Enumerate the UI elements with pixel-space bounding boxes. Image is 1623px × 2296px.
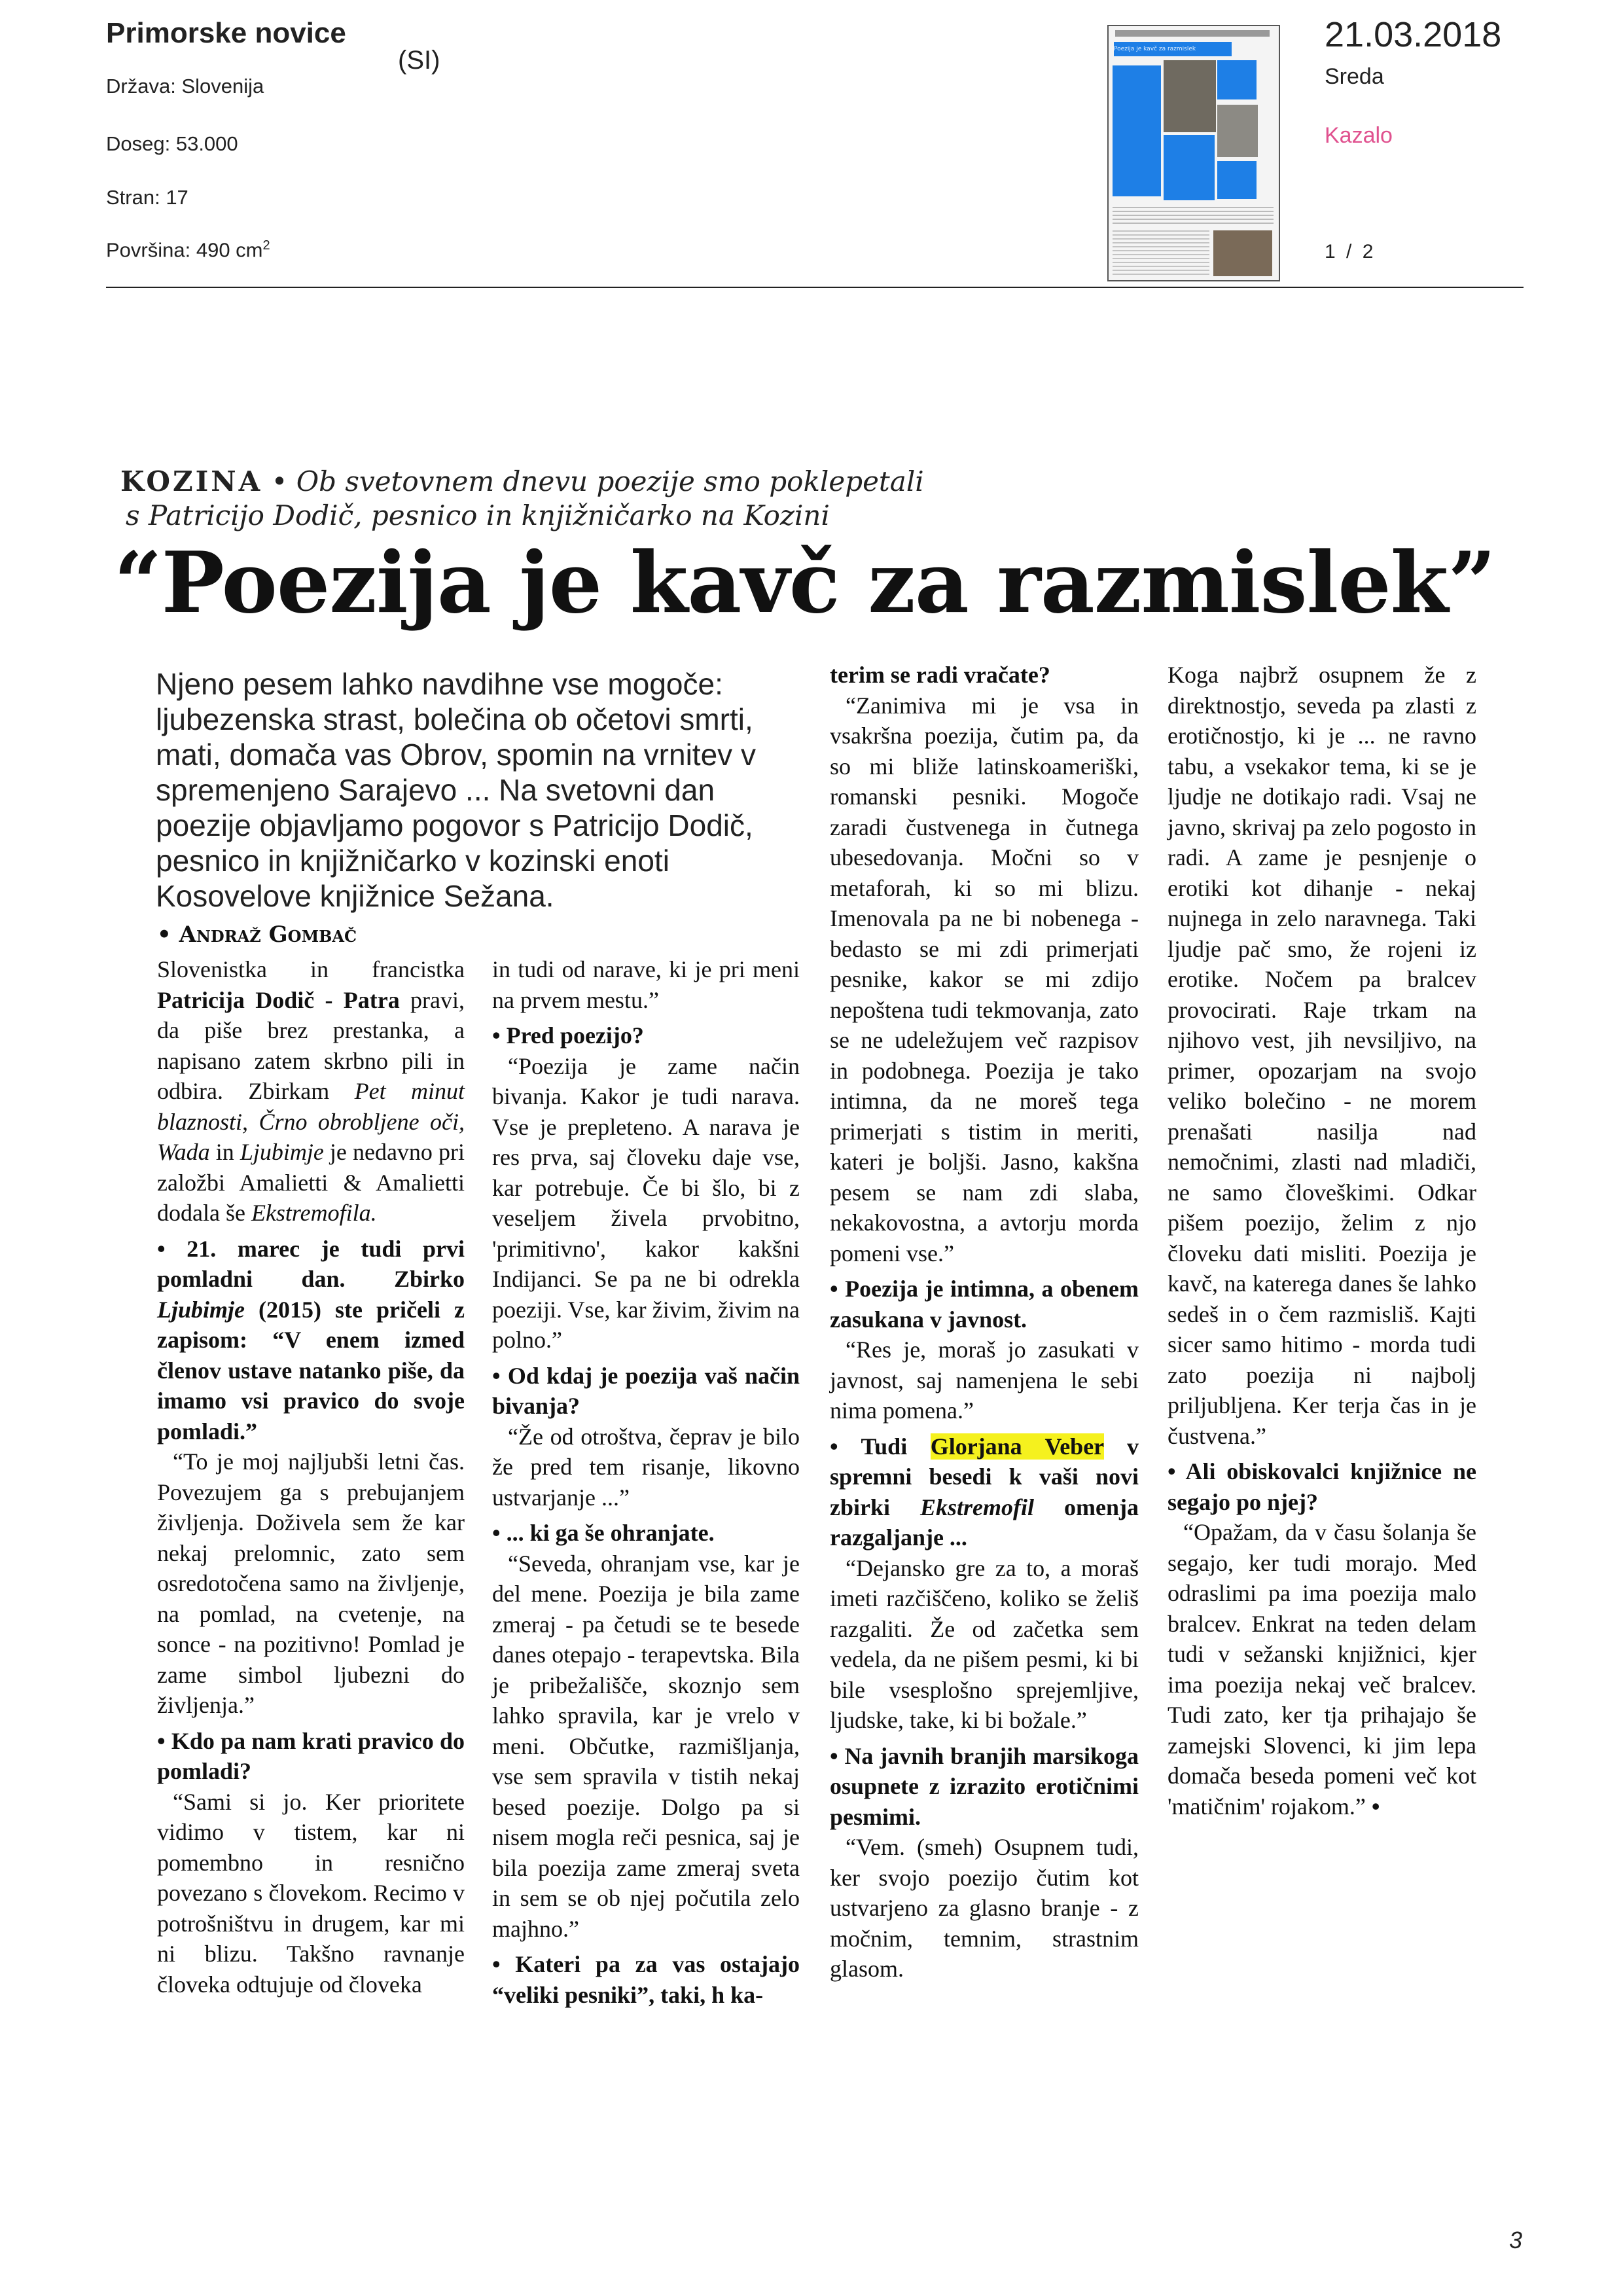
page-thumbnail[interactable] [1107, 25, 1280, 281]
article-column-2 [492, 954, 800, 2010]
interview-answer: “Že od otroštva, čeprav je bilo že pred tem risanje, likovno ustvarjanje ...” [492, 1423, 800, 1511]
page-number: 3 [1509, 2227, 1523, 2253]
interview-question: • ... ki ga še ohranjate. [492, 1520, 715, 1546]
author-name: Andraž Gombač [179, 922, 357, 948]
article-column-1 [157, 954, 465, 2000]
area-unit-exponent: 2 [262, 238, 270, 253]
country-label: Država: Slovenija [106, 75, 264, 98]
area-label [106, 238, 270, 262]
thumb-photo-2 [1217, 105, 1258, 157]
thumb-masthead [1115, 30, 1270, 37]
interview-answer: “Poezija je zame način bivanja. Kakor je tudi narava. Vse je prepleteno. A narava je res prva, saj človeku daje vse, kar potrebuje. Če bi šlo, bi z veseljem živela prvobitno, 'primitivno', kakor kakšni Indijanci. Se pa ne bi odrekla poeziji. Vse, kar živim, živim na polno.” [492, 1052, 800, 1353]
thumb-text-block [1164, 135, 1215, 200]
thumb-bottom-photo [1213, 230, 1272, 276]
thumb-bottom-text [1113, 207, 1274, 226]
section-link[interactable]: Kazalo [1325, 123, 1393, 148]
interview-answer: “Vem. (smeh) Osupnem tudi, ker svojo poezijo čutim kot ustvarjeno za glasno branje - z močnim, temnim, strastnim glasom. [830, 1834, 1139, 1982]
interview-question: • Tudi Glorjana Veber v spremni besedi k vaši novi zbirki Ekstremofil omenja razgaljanje ... [830, 1433, 1139, 1551]
header-divider [106, 287, 1524, 288]
article-column-4 [1168, 660, 1476, 1821]
interview-question: • Pred poezijo? [492, 1022, 644, 1049]
article-title: “Poezija je kavč za razmislek” [114, 534, 1495, 632]
interview-answer: “To je moj najljubši letni čas. Povezujem ga s prebujanjem življenja. Doživela sem že kar nekaj prelomnic, zato sem osredotočena samo na življenje, na pomlad, na cvetenje, na sonce - na pozitivno! Pomlad je zame simbol ljubezni do življenja.” [157, 1448, 465, 1718]
bullet-icon: • [271, 465, 288, 497]
interview-answer: “Dejansko gre za to, a moraš imeti razčiščeno, koliko se želiš razgaliti. Že od začetka sem vedela, da ne pišem pesmi, ki bi bile vsesplošno sprejemljive, ljudske, take, ki bi božale.” [830, 1554, 1139, 1733]
interview-question: • 21. marec je tudi prvi pomladni dan. Zbirko Ljubimje (2015) ste pričeli z zapisom: “V enem izmed členov ustave natanko piše, da imamo vsi pravico do svoje pomladi.” [157, 1235, 465, 1444]
paragraph: Slovenistka in francistka Patricija Dodič - Patra pravi, da piše brez prestanka, a napisano zatem skrbno pili in odbira. Zbirkam Pet minut blaznosti, Črno obrobljene oči, Wada in Ljubimje je nedavno pri založbi Amalietti & Amalietti dodala še Ekstremofila. [157, 956, 465, 1226]
thumb-text-block [1113, 65, 1161, 196]
thumb-photo [1164, 60, 1216, 132]
publication-tag: (SI) [398, 46, 440, 75]
kicker-line-2: s Patricijo Dodič, pesnico in knjižničarko na Kozini [126, 499, 830, 531]
bullet-icon: • [157, 922, 171, 948]
interview-question: • Ali obiskovalci knjižnice ne segajo po njej? [1168, 1458, 1476, 1515]
reach-label: Doseg: 53.000 [106, 132, 238, 155]
highlighted-name: Glorjana Veber [930, 1433, 1104, 1460]
kicker-line-1: Ob svetovnem dnevu poezije smo poklepetali [296, 465, 924, 497]
interview-question: • Od kdaj je poezija vaš način bivanja? [492, 1362, 800, 1419]
page-label: Stran: 17 [106, 186, 188, 209]
article-author [157, 922, 357, 948]
article-lead: Njeno pesem lahko navdihne vse mogoče: ljubezenska strast, bolečina ob očetovi smrti, mati, domača vas Obrov, spomin na vrnitev v spremenjeno Sarajevo ... Na svetovni dan poezije objavljamo pogovor s Patricijo Dodič, pesnico in knjižničarko v kozinski enoti Kosovelove knjižnice Sežana. [156, 667, 756, 913]
area-value: Površina: 490 cm [106, 238, 263, 262]
interview-answer: “Opažam, da v času šolanja še segajo, ker tudi morajo. Med odraslimi pa ima poezija malo bralcev. Enkrat na teden delam tudi v sežanski knjižnici, kjer ima poezija nekaj več bralcev. Tudi zato, ker tja prihajajo še zamejski Slovenci, ki jim lepa domača beseda pomeni več kot 'matičnim' rojakom.” • [1168, 1519, 1476, 1820]
thumb-text-block [1217, 60, 1257, 99]
interview-answer: “Zanimiva mi je vsa in vsakršna poezija, čutim pa, da so mi bliže latinskoameriški, romanski pesniki. Mogoče zaradi čustvenega in čutnega ubesedovanja. Močni so v metaforah, ki so mi blizu. Imenovala pa ne bi nobenega - bedasto se mi zdi primerjati pesnike, kakor se mi zdijo nepoštena tudi tekmovanja, zato se ne udeležujem več razpisov in podobnega. Poezija je tako intimna, da ne moreš tega primerjati s tistim in meriti, kateri je boljši. Jasno, kakšna pesem se nam zdi slaba, nekakovostna, a avtorju morda pomeni vse.” [830, 692, 1139, 1266]
interview-question: • Na javnih branjih marsikoga osupnete z izrazito erotičnimi pesmimi. [830, 1742, 1139, 1830]
weekday-label: Sreda [1325, 64, 1384, 89]
interview-answer: Koga najbrž osupnem že z direktnostjo, seveda pa zlasti z erotičnostjo, ki je ... ne ravno tabu, a vsekakor tema, ki se je ljudje ne dotikajo radi. Vsaj ne javno, skrivaj pa zelo pogosto in radi. A zame je pesnjenje o erotiki kot dihanje - nekaj nujnega in zelo naravnega. Taki ljudje pač smo, že rojeni iz erotike. Nočem pa bralcev provocirati. Raje trkam na njihovo vest, jih nevsiljivo, na primer, opozarjam na svojo veliko bolečino - ne morem prenašati nasilja nad nemočnimi, zlasti nad mladiči, ne samo človeškimi. Odkar pišem poezijo, želim z njo človeku dati misliti. Poezija je kavč, na katerega danes še lahko sedeš in o čem razmisliš. Kajti sicer samo hitimo - morda tudi zato poezija ni najbolj priljubljena. Ker terja čas in je čustvena.” [1168, 662, 1476, 1449]
interview-question: • Poezija je intimna, a obenem zasukana v javnost. [830, 1276, 1139, 1333]
interview-question: • Kdo pa nam krati pravico do pomladi? [157, 1727, 465, 1784]
interview-question: terim se radi vračate? [830, 662, 1050, 688]
page-pager[interactable]: 1 / 2 [1325, 241, 1376, 262]
interview-answer: “Sami si jo. Ker prioritete vidimo v tistem, kar ni pomembno in resnično povezano s človekom. Recimo v potrošništvu in drugem, kar mi ni blizu. Takšno ravnanje človeka odtujuje od človeka [157, 1788, 465, 1998]
article-column-3 [830, 660, 1139, 1984]
article-place: KOZINA [120, 465, 263, 497]
interview-answer: in tudi od narave, ki je pri meni na prvem mestu.” [492, 956, 800, 1013]
thumb-title: Poezija je kavč za razmislek [1114, 42, 1232, 56]
thumb-text-block [1217, 161, 1257, 199]
interview-answer: “Seveda, ohranjam vse, kar je del mene. Poezija je bila zame zmeraj - pa četudi se te besede danes otepajo - terapevtska. Bila je pribežališče, skoznjo sem lahko spravila, kar je vrelo v meni. Občutke, razmišljanja, vse sem spravila v tistih nekaj besed poezije. Dolgo pa si nisem mogla reči pesnica, saj je bila poezija zame zmeraj sveta in sem se ob njej počutila zelo majhno.” [492, 1550, 800, 1942]
publish-date: 21.03.2018 [1325, 15, 1502, 54]
article-kicker [120, 465, 924, 533]
interview-answer: “Res je, moraš jo zasukati v javnost, saj namenjena le sebi nima pomena.” [830, 1336, 1139, 1424]
publication-name: Primorske novice [106, 17, 346, 49]
thumb-bottom-text [1113, 230, 1209, 276]
interview-question: • Kateri pa za vas ostajajo “veliki pesniki”, taki, h ka- [492, 1951, 800, 2008]
end-mark: • [1371, 1793, 1380, 1820]
